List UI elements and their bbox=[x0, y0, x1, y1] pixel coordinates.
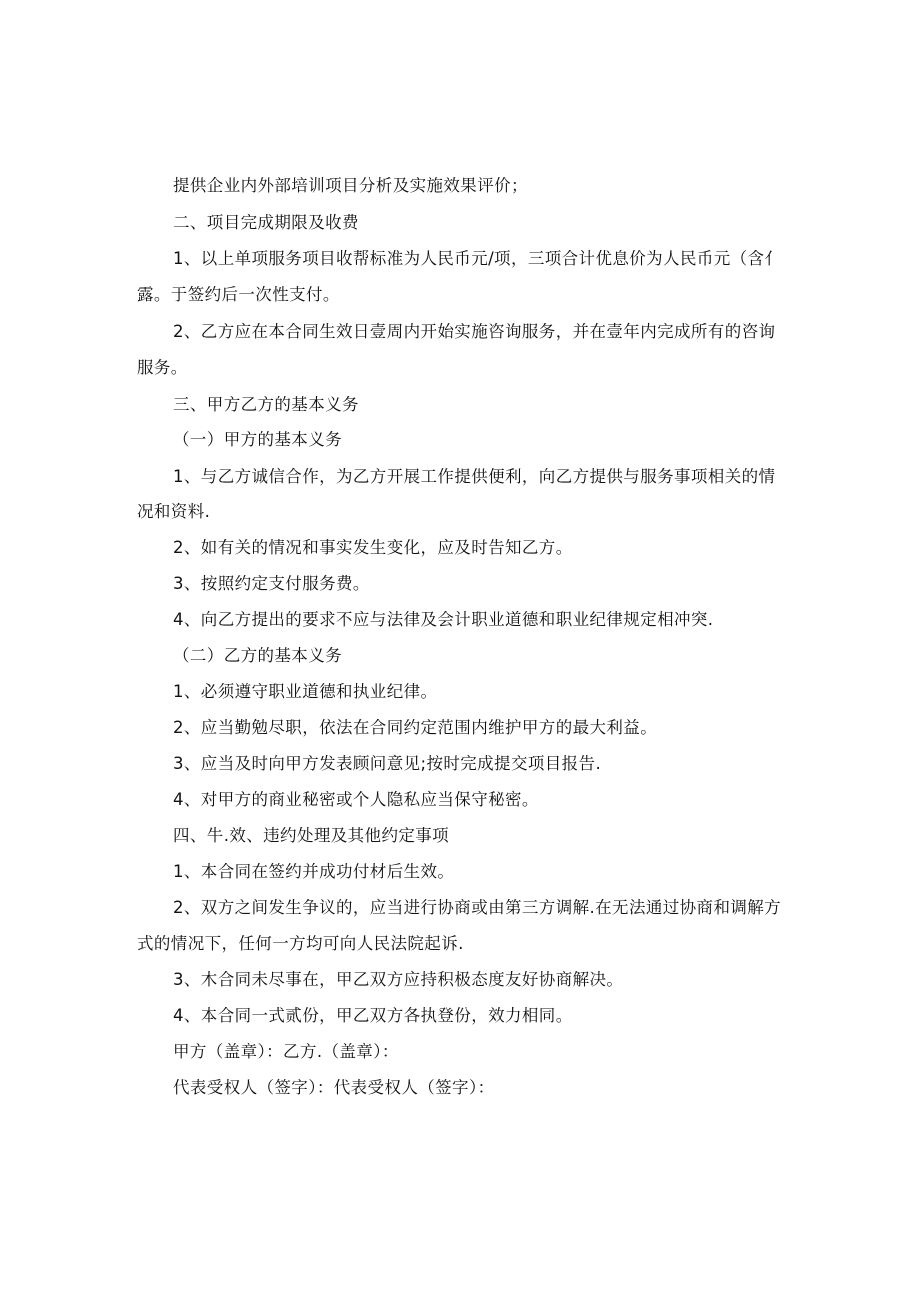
paragraph-line: 4、本合同一式贰份，甲乙双方各执登份，效力相同。 bbox=[173, 1006, 573, 1025]
paragraph-line: 2、如有关的情况和事实发生变化，应及时告知乙方。 bbox=[173, 538, 573, 557]
paragraph-line: 4、对甲方的商业秘密或个人隐私应当保守秘密。 bbox=[173, 790, 539, 809]
subsection-heading: （一）甲方的基本义务 bbox=[173, 430, 342, 449]
signature-line-party-a-b: 甲方（盖章）：乙方.（盖章）： bbox=[173, 1042, 399, 1061]
paragraph-line: 露。于签约后一次性支付。 bbox=[137, 285, 340, 304]
paragraph-line: 2、双方之间发生争议的，应当进行协商或由第三方调解.在无法通过协商和调解方 bbox=[173, 898, 782, 917]
paragraph-line: 式的情况下，任何一方均可向人民法院起诉. bbox=[137, 934, 464, 953]
subsection-heading: （二）乙方的基本义务 bbox=[173, 646, 342, 665]
paragraph-line: 3、应当及时向甲方发表顾问意见;按时完成提交项目报告. bbox=[173, 754, 602, 773]
section-heading: 三、甲方乙方的基本义务 bbox=[173, 395, 359, 414]
paragraph-line: 3、木合同未尽事在，甲乙双方应持积极态度友好协商解决。 bbox=[173, 970, 624, 989]
paragraph-line: 1、必须遵守职业道德和执业纪律。 bbox=[173, 682, 438, 701]
paragraph-line: 3、按照约定支付服务费。 bbox=[173, 574, 370, 593]
paragraph-line: 4、向乙方提出的要求不应与法律及会计职业道德和职业纪律规定相冲突. bbox=[173, 610, 714, 629]
paragraph-line: 2、乙方应在本合同生效日壹周内开始实施咨询服务，并在壹年内完成所有的咨询 bbox=[173, 322, 776, 341]
paragraph-line: 1、与乙方诚信合作，为乙方开展工作提供便利，向乙方提供与服务事项相关的情 bbox=[173, 467, 776, 486]
signature-line-representatives: 代表受权人（签字）：代表受权人（签字）： bbox=[173, 1078, 495, 1097]
paragraph-line: 1、以上单项服务项目收帮标准为人民币元/项，三项合计优息价为人民币元（含亻 bbox=[173, 249, 782, 268]
paragraph-line: 2、应当勤勉尽职，依法在合同约定范围内维护甲方的最大利益。 bbox=[173, 718, 658, 737]
paragraph-line: 提供企业内外部培训项目分析及实施效果评价； bbox=[173, 176, 528, 195]
section-heading: 二、项目完成期限及收费 bbox=[173, 213, 359, 232]
section-heading: 四、牛.效、违约处理及其他约定事项 bbox=[173, 826, 450, 845]
paragraph-line: 况和资料. bbox=[137, 502, 211, 521]
paragraph-line: 1、本合同在签约并成功付材后生效。 bbox=[173, 862, 455, 881]
paragraph-line: 服务。 bbox=[137, 358, 188, 377]
